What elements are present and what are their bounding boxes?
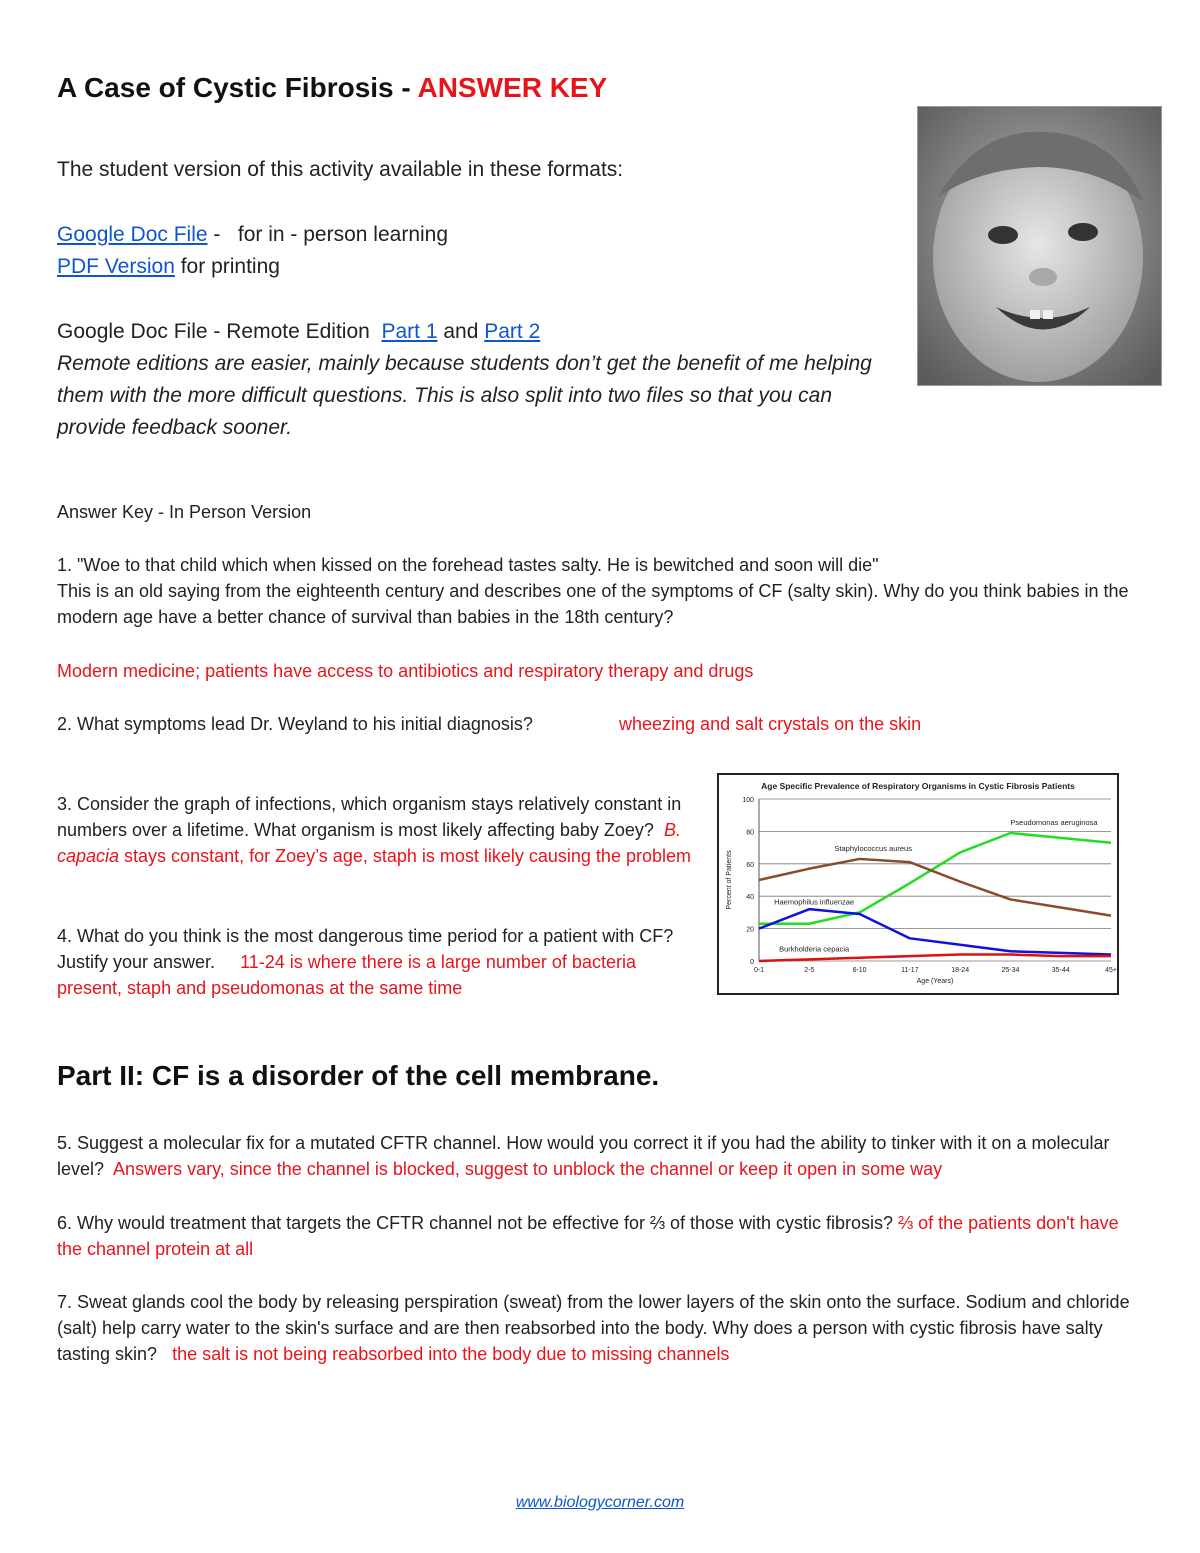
chart-xtick-label: 6-10 <box>852 967 867 974</box>
chart-ylabel: Percent of Patients <box>726 850 733 910</box>
baby-photo <box>917 106 1162 386</box>
title-main: A Case of Cystic Fibrosis - <box>57 72 418 103</box>
question-1-text-cont: This is an old saying from the eighteenth century and describes one of the symptoms of CF (salty skin). Why do you think babies in the modern age have a better chance of survival than babies in the 18th century? <box>57 581 1129 627</box>
chart-series-label: Haemophilus influenzae <box>774 897 855 907</box>
chart-xtick-label: 18-24 <box>951 967 970 974</box>
chart-ytick-label: 0 <box>750 959 754 966</box>
question-1-text: 1. "Woe to that child which when kissed on the forehead tastes salty. He is bewitched and soon will die" <box>57 555 879 575</box>
question-7 <box>57 1289 1147 1367</box>
question-5-text: 5. Suggest a molecular fix for a mutated CFTR channel. How would you correct it if you had the ability to tinker with it on a molecular level? <box>57 1133 1110 1179</box>
chart-xtick-label: 25-34 <box>1001 967 1020 974</box>
footer <box>0 1494 1200 1512</box>
question-2: 2. What symptoms lead Dr. Weyland to his initial diagnosis? <box>57 714 533 734</box>
chart-series-line <box>759 955 1111 961</box>
pdf-line <box>57 251 897 283</box>
google-doc-line <box>57 219 897 251</box>
chart-series-label: Pseudomonas aeruginosa <box>1010 817 1098 827</box>
answer-1: Modern medicine; patients have access to antibiotics and respiratory therapy and drugs <box>57 661 754 681</box>
chart-ytick-label: 80 <box>746 829 754 837</box>
chart-svg <box>719 775 1117 993</box>
chart-series-label: Staphylococcus aureus <box>834 843 912 853</box>
answer-5: Answers vary, since the channel is blocked, suggest to unblock the channel or keep it open in some way <box>113 1159 943 1179</box>
chart-xtick-label: 35-44 <box>1051 967 1070 974</box>
question-7-text: 7. Sweat glands cool the body by releasing perspiration (sweat) from the lower layers of the skin onto the surface. Sodium and chloride (salt) help carry water to the skin's surface and are then reabsorbed into the body. Why does a person with cystic fibrosis have salty tasting skin? <box>57 1292 1130 1364</box>
answer-2: wheezing and salt crystals on the skin <box>619 714 922 734</box>
chart-title: Age Specific Prevalence of Respiratory Organisms in Cystic Fibrosis Patients <box>761 781 1075 791</box>
question-6-text: 6. Why would treatment that targets the CFTR channel not be effective for ⅔ of those with cystic fibrosis? <box>57 1213 894 1233</box>
question-3-text: 3. Consider the graph of infections, which organism stays relatively constant in numbers over a lifetime. What organism is most likely affecting baby Zoey? <box>57 794 682 840</box>
question-3 <box>57 791 697 869</box>
answer-3-organism: B. capacia <box>57 820 681 866</box>
page-title <box>57 72 607 104</box>
answer-3: stays constant, for Zoey’s age, staph is most likely causing the problem <box>119 846 691 866</box>
footer-link[interactable]: www.biologycorner.com <box>515 1494 685 1511</box>
remote-edition-line <box>57 316 897 348</box>
chart-xtick-label: 11-17 <box>901 967 919 974</box>
answer-7: the salt is not being reabsorbed into the body due to missing channels <box>172 1344 730 1364</box>
part1-link[interactable]: Part 1 <box>381 320 438 343</box>
baby-face-image <box>918 107 1161 385</box>
chart-xtick-label: 0-1 <box>753 967 765 974</box>
formats-line: The student version of this activity available in these formats: <box>57 158 624 181</box>
pdf-suffix: for printing <box>174 255 280 278</box>
infection-chart <box>717 773 1119 995</box>
answer-4: 11-24 is where there is a large number of bacteria present, staph and pseudomonas at the same time <box>57 952 636 998</box>
google-doc-suffix: - for in - person learning <box>207 223 449 246</box>
chart-ytick-label: 60 <box>746 861 754 869</box>
question-1 <box>57 552 1147 630</box>
question-4 <box>57 923 702 1001</box>
chart-ytick-label: 100 <box>742 797 754 804</box>
question-4-text: 4. What do you think is the most dangerous time period for a patient with CF? Justify your answer. <box>57 926 674 972</box>
chart-xtick-label: 45+ <box>1105 967 1117 974</box>
question-6 <box>57 1210 1147 1262</box>
chart-ytick-label: 40 <box>746 894 754 902</box>
chart-ytick-label: 20 <box>746 926 754 934</box>
pdf-link[interactable]: PDF Version <box>57 255 175 278</box>
chart-xlabel: Age (Years) <box>916 978 954 985</box>
answer-key-label: ANSWER KEY <box>417 72 608 103</box>
chart-series-label: Burkholderia cepacia <box>779 944 850 954</box>
remote-note: Remote editions are easier, mainly because students don’t get the benefit of me helping them with the more difficult questions. This is also split into two files so that you can provide feedback sooner. <box>57 352 872 439</box>
answer-6: ⅔ of the patients don't have the channel protein at all <box>57 1213 1119 1259</box>
remote-prefix: Google Doc File - Remote Edition <box>57 320 382 343</box>
part2-link[interactable]: Part 2 <box>484 320 541 343</box>
answer-key-heading: Answer Key - In Person Version <box>57 502 312 522</box>
chart-xtick-label: 2-5 <box>804 967 815 974</box>
question-5 <box>57 1130 1147 1182</box>
google-doc-link[interactable]: Google Doc File <box>57 223 208 246</box>
part2-heading: Part II: CF is a disorder of the cell membrane. <box>57 1060 660 1091</box>
and-text: and <box>437 320 485 343</box>
